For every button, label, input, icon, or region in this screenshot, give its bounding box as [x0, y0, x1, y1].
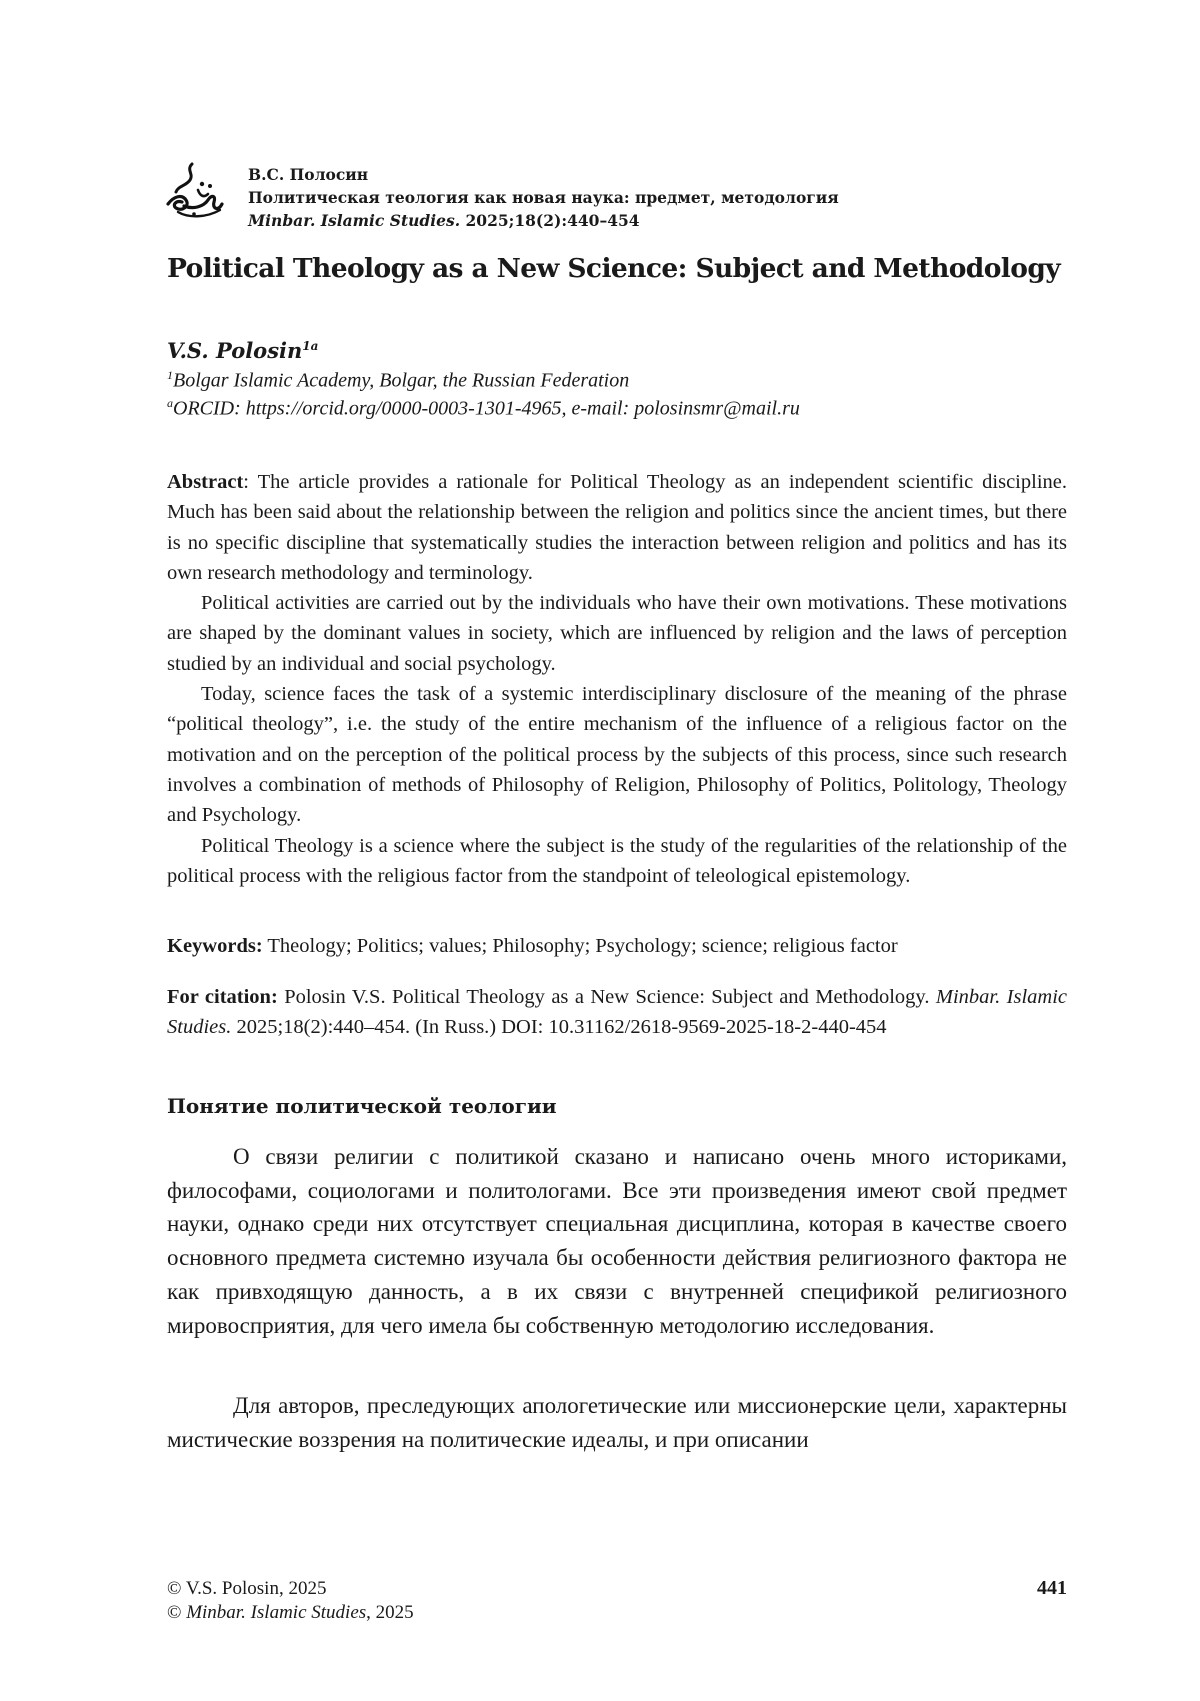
running-header: [248, 163, 839, 232]
orcid-line: [167, 396, 800, 421]
author-name: [167, 338, 318, 363]
citation: [167, 982, 1067, 1043]
abstract-paragraph-2: Political activities are carried out by the individuals who have their own motivations. These motivations are shaped by the dominant values in society, which are influenced by religion and the laws of perception studied by an individual and social psychology.: [167, 592, 1067, 675]
journal-calligraphy-logo-icon: [164, 160, 226, 220]
keywords: [167, 931, 1067, 961]
abstract-paragraph-4: Political Theology is a science where the subject is the study of the regularities of the relationship of the political process with the religious factor from the standpoint of teleological epistemology.: [167, 835, 1067, 888]
citation-text-1: Polosin V.S. Political Theology as a New Science: Subject and Methodology.: [277, 986, 936, 1008]
orcid-text: ORCID: https://orcid.org/0000-0003-1301-4965, e-mail: polosinsmr@mail.ru: [173, 397, 800, 420]
copyright-year: , 2025: [366, 1602, 414, 1623]
body-paragraph-2: Для авторов, преследующих апологетические или миссионерские цели, характерны мистические воззрения на политические идеалы, и при описании: [167, 1393, 1067, 1452]
keywords-label: Keywords:: [167, 935, 263, 957]
affiliation: [167, 368, 629, 393]
body-paragraph-1: О связи религии с политикой сказано и написано очень много историками, философами, социологами и политологами. Все эти произведения имеют свой предмет науки, однако среди них отсутствует специальная дисциплина, которая в качестве своего основного предмета системно изучала бы особенности действия религиозного фактора не как привходящую данность, а в их связи с внутренней спецификой религиозного мировосприятия, для чего имела бы собственную методологию исследования.: [167, 1144, 1067, 1338]
header-issue: 2025;18(2):440–454: [460, 211, 640, 230]
affiliation-text: Bolgar Islamic Academy, Bolgar, the Russian Federation: [173, 369, 630, 392]
page-number: 441: [1037, 1577, 1067, 1599]
article-title: Political Theology as a New Science: Subject and Methodology: [167, 253, 1061, 284]
copyright-footer: [167, 1577, 414, 1625]
copyright-author: © V.S. Polosin, 2025: [167, 1578, 327, 1599]
header-citation: [248, 209, 839, 232]
orcid-superscript: a: [167, 396, 173, 410]
citation-journal: Minbar. Islamic Studies.: [167, 986, 1068, 1039]
abstract-text-1: : The article provides a rationale for Political Theology as an independent scientific discipline. Much has been said about the relationship between the religion and politics since the ancient times, but there is no specific discipline that systematically studies the interaction between religion and politics and has its own research methodology and terminology.: [167, 471, 1067, 584]
citation-text-2: 2025;18(2):440–454. (In Russ.) DOI: 10.31162/2618-9569-2025-18-2-440-454: [231, 1016, 887, 1039]
copyright-journal: Minbar. Islamic Studies: [186, 1602, 367, 1623]
abstract-paragraph-3: Today, science faces the task of a systemic interdisciplinary disclosure of the meaning of the phrase “political theology”, i.e. the study of the entire mechanism of the influence of a religious factor on the motivation and on the perception of the political process by the subjects of this process, since such research involves a combination of methods of Philosophy of Religion, Philosophy of Politics, Politology, Theology and Psychology.: [167, 683, 1067, 827]
copyright-symbol: ©: [167, 1602, 187, 1623]
author-name-text: V.S. Polosin: [167, 338, 303, 363]
abstract-paragraph-1: [167, 467, 1067, 588]
header-author: В.С. Полосин: [248, 165, 369, 184]
copyright-journal-line: [167, 1601, 414, 1625]
section-heading: Понятие политической теологии: [167, 1094, 557, 1118]
keywords-text: Theology; Politics; values; Philosophy; Psychology; science; religious factor: [262, 935, 898, 957]
affiliation-superscript: 1: [167, 368, 173, 382]
author-superscript: 1a: [302, 339, 319, 353]
citation-label: For citation:: [167, 986, 278, 1008]
header-journal: Minbar. Islamic Studies.: [248, 211, 461, 230]
header-title: Политическая теология как новая наука: предмет, методология: [248, 188, 839, 207]
abstract-label: Abstract: [167, 471, 244, 493]
